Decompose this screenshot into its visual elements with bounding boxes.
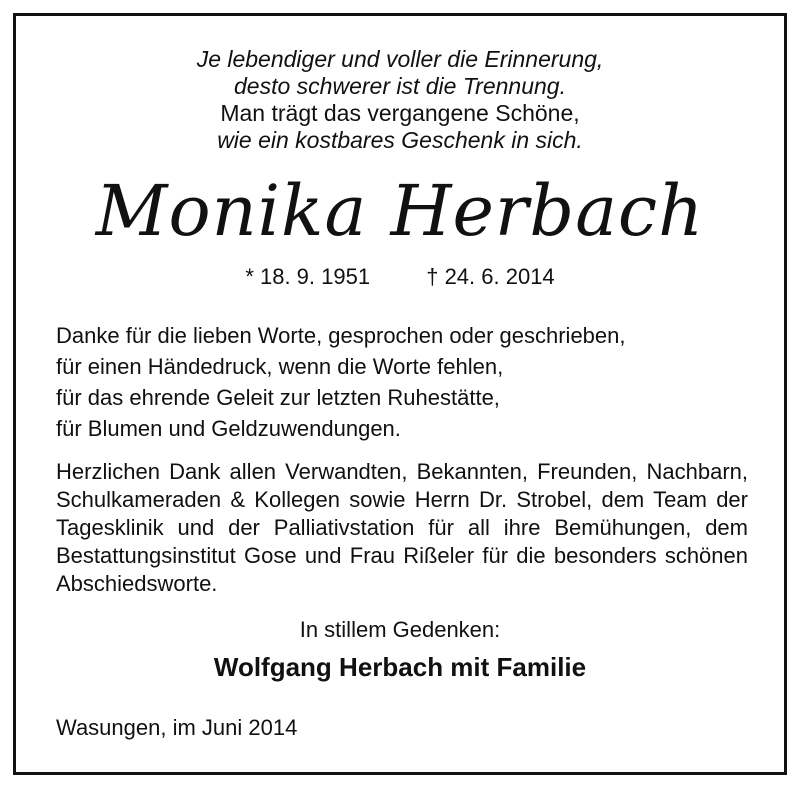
deceased-name: Monika Herbach bbox=[95, 170, 705, 252]
in-memory-heading: In stillem Gedenken: bbox=[299, 617, 501, 642]
obituary-frame bbox=[13, 13, 787, 775]
life-dates bbox=[16, 263, 784, 291]
thanks-line: für Blumen und Geldzuwendungen. bbox=[56, 416, 401, 441]
poem-line: Man trägt das vergangene Schöne, bbox=[220, 100, 580, 126]
poem-line: desto schwerer ist die Trennung. bbox=[234, 73, 566, 99]
place-and-date: Wasungen, im Juni 2014 bbox=[56, 715, 298, 740]
death-date: † 24. 6. 2014 bbox=[426, 264, 555, 289]
family-signature: Wolfgang Herbach mit Familie bbox=[213, 652, 587, 682]
thanks-line: für das ehrende Geleit zur letzten Ruhestätte, bbox=[56, 385, 500, 410]
thanks-lines bbox=[56, 320, 756, 444]
thanks-line: Danke für die lieben Worte, gesprochen oder geschrieben, bbox=[56, 323, 626, 348]
poem-line: Je lebendiger und voller die Erinnerung, bbox=[196, 46, 604, 72]
thanks-paragraph: Herzlichen Dank allen Verwandten, Bekannten, Freunden, Nachbarn, Schulkameraden & Kollegen sowie Herrn Dr. Strobel, dem Team der Tagesklinik und der Palliativstation für all ihre Bemühungen, dem Bestattungsinstitut Gose und Frau Rißeler für die besonders schönen Abschiedsworte. bbox=[56, 459, 748, 596]
poem-line: wie ein kostbares Geschenk in sich. bbox=[217, 127, 583, 153]
thanks-line: für einen Händedruck, wenn die Worte fehlen, bbox=[56, 354, 504, 379]
birth-date: * 18. 9. 1951 bbox=[245, 264, 371, 289]
memorial-poem bbox=[16, 46, 784, 154]
